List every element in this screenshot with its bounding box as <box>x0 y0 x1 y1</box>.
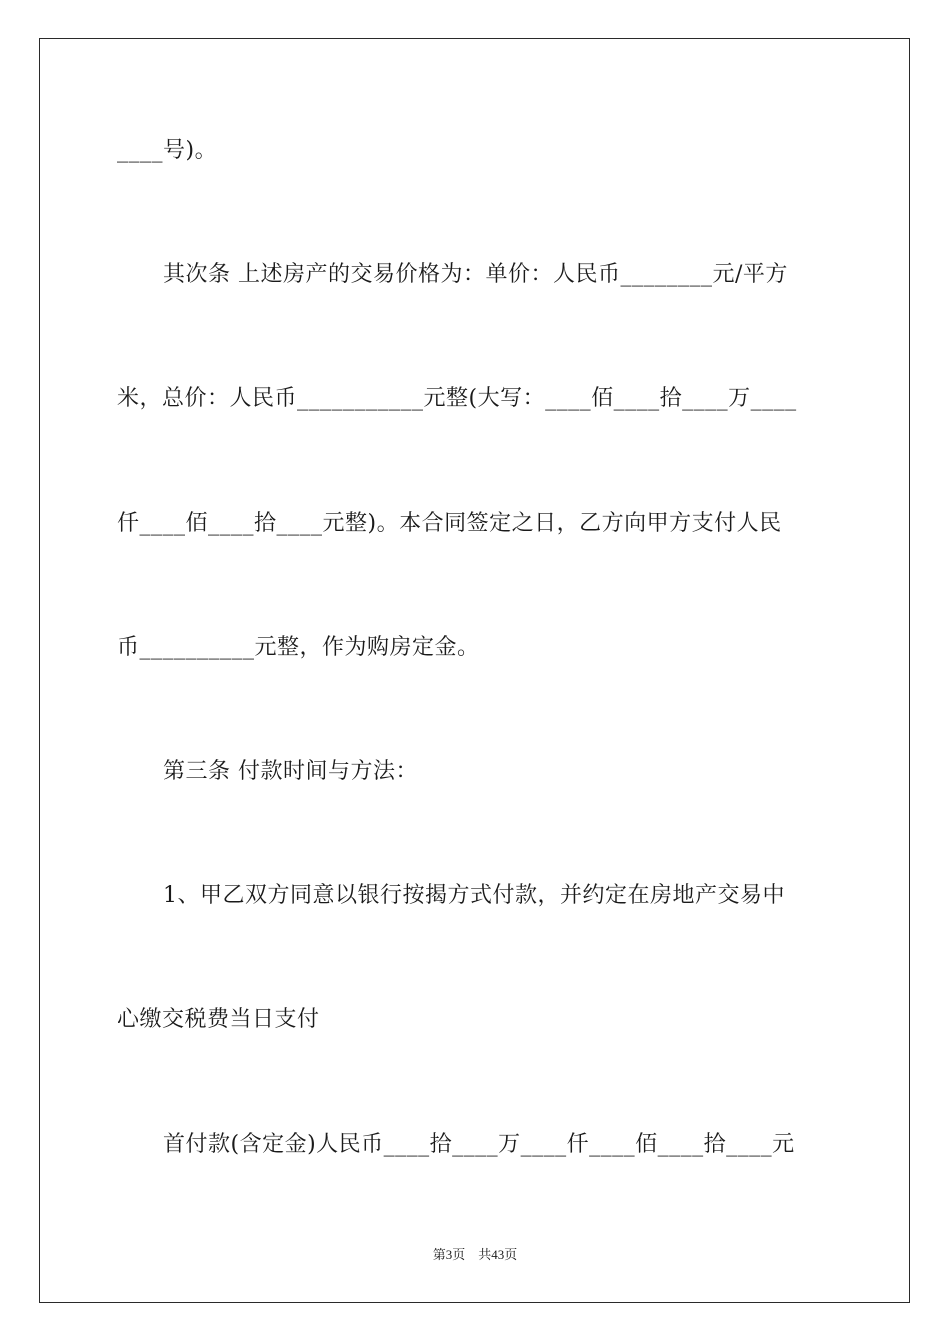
text-line-1: ____号)。 <box>117 138 218 163</box>
page-border <box>39 38 910 1303</box>
text-line-2: 其次条 上述房产的交易价格为：单价：人民币________元/平方 <box>163 262 788 287</box>
text-line-3: 米，总价：人民币___________元整(大写：____佰____拾____万____ <box>117 386 797 411</box>
text-line-5: 币__________元整，作为购房定金。 <box>117 635 480 660</box>
text-line-7: 1、甲乙双方同意以银行按揭方式付款，并约定在房地产交易中 <box>163 883 785 908</box>
text-line-4: 仟____佰____拾____元整)。本合同签定之日，乙方向甲方支付人民 <box>117 511 782 536</box>
page-number-footer: 第3页 共43页 <box>432 1247 518 1262</box>
text-line-9: 首付款(含定金)人民币____拾____万____仟____佰____拾____元 <box>163 1132 795 1157</box>
text-line-6: 第三条 付款时间与方法： <box>163 759 418 784</box>
text-line-8: 心缴交税费当日支付 <box>117 1007 320 1032</box>
